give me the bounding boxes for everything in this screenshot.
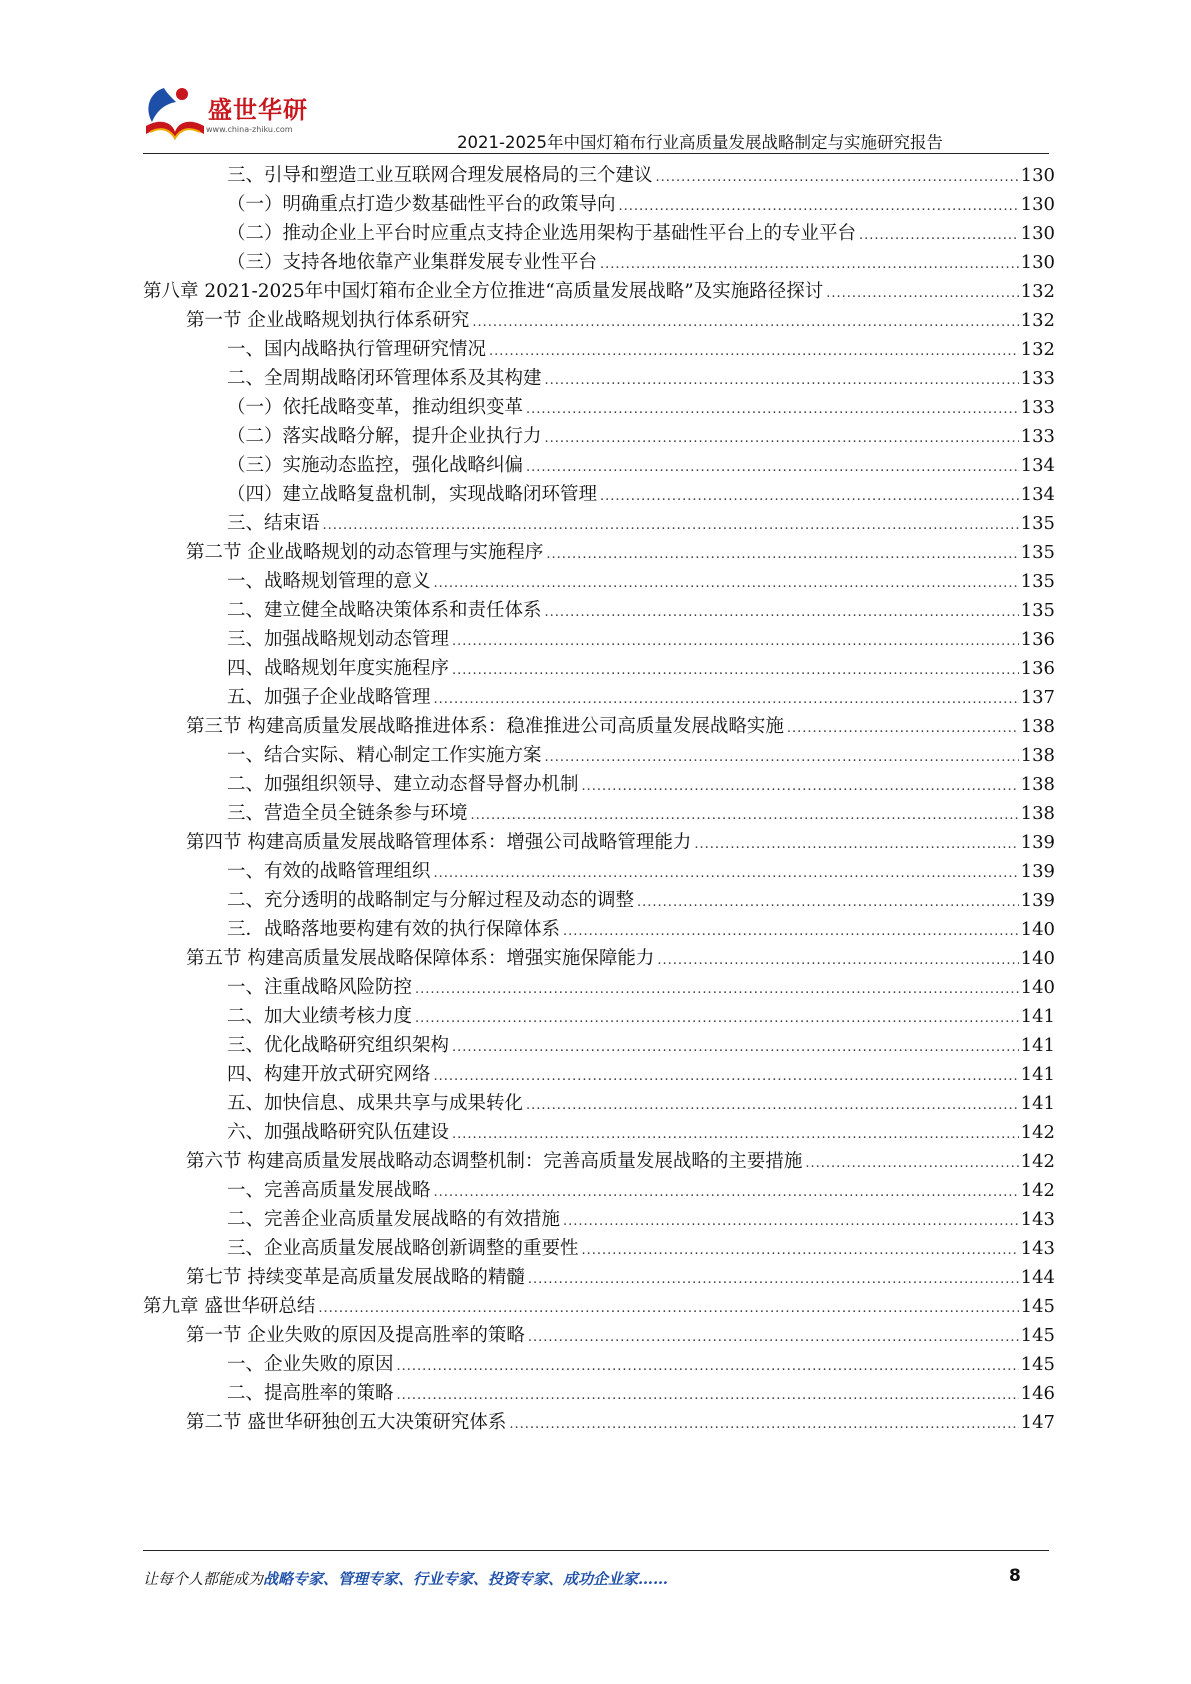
- toc-entry[interactable]: [227, 1030, 1055, 1061]
- toc-entry-label: （三）实施动态监控，强化战略纠偏: [227, 455, 524, 476]
- toc-entry[interactable]: [227, 508, 1055, 539]
- brand-url: www.china-zhiku.com: [206, 125, 293, 134]
- toc-entry[interactable]: [227, 914, 1055, 945]
- toc-entry-page: 144: [1020, 1267, 1055, 1288]
- toc-entry-label: 第五节 构建高质量发展战略保障体系：增强实施保障能力: [186, 948, 655, 969]
- toc-entry[interactable]: [227, 1233, 1055, 1264]
- header-divider: [143, 153, 1049, 154]
- toc-entry[interactable]: [227, 885, 1055, 916]
- toc-entry-label: 三、企业高质量发展战略创新调整的重要性: [227, 1238, 579, 1259]
- report-title: 2021-2025年中国灯箱布行业高质量发展战略制定与实施研究报告: [457, 133, 943, 152]
- toc-entry-label: （三）支持各地依靠产业集群发展专业性平台: [227, 252, 598, 273]
- book-swoosh-icon: [142, 82, 208, 146]
- toc-entry[interactable]: [227, 334, 1055, 365]
- toc-entry-label: 二、加强组织领导、建立动态督导督办机制: [227, 774, 579, 795]
- toc-entry-label: 六、加强战略研究队伍建设: [227, 1122, 450, 1143]
- toc-entry-label: 第一节 企业战略规划执行体系研究: [186, 310, 470, 331]
- toc-entry[interactable]: [186, 537, 1055, 568]
- toc-entry-label: 二、提高胜率的策略: [227, 1383, 394, 1404]
- toc-entry[interactable]: [186, 1262, 1055, 1293]
- toc-entry[interactable]: [227, 450, 1055, 481]
- toc-entry-label: 第二节 企业战略规划的动态管理与实施程序: [186, 542, 544, 563]
- toc-entry[interactable]: [227, 160, 1055, 191]
- footer-slogan: [143, 1568, 668, 1589]
- toc-entry-label: 一、结合实际、精心制定工作实施方案: [227, 745, 542, 766]
- slogan-prefix: 让每个人都能成为: [143, 1570, 264, 1588]
- toc-entry[interactable]: [227, 856, 1055, 887]
- toc-entry-page: 136: [1020, 658, 1055, 679]
- toc-entry-label: 第三节 构建高质量发展战略推进体系：稳准推进公司高质量发展战略实施: [186, 716, 784, 737]
- toc-entry-page: 147: [1020, 1412, 1055, 1433]
- toc-entry[interactable]: [186, 1320, 1055, 1351]
- toc-entry[interactable]: [227, 1378, 1055, 1409]
- toc-entry-page: 136: [1020, 629, 1055, 650]
- toc-entry-label: 二、充分透明的战略制定与分解过程及动态的调整: [227, 890, 635, 911]
- slogan-highlight: 战略专家、管理专家、行业专家、投资专家、成功企业家……: [263, 1570, 669, 1588]
- toc-entry-label: 第九章 盛世华研总结: [143, 1296, 316, 1317]
- toc-entry-page: 138: [1020, 716, 1055, 737]
- toc-entry-page: 135: [1020, 513, 1055, 534]
- toc-entry-label: 三．战略落地要构建有效的执行保障体系: [227, 919, 561, 940]
- toc-entry-label: 二、完善企业高质量发展战略的有效措施: [227, 1209, 561, 1230]
- toc-entry[interactable]: [227, 972, 1055, 1003]
- toc-entry[interactable]: [227, 1059, 1055, 1090]
- toc-entry-label: 一、完善高质量发展战略: [227, 1180, 431, 1201]
- toc-entry[interactable]: [227, 798, 1055, 829]
- toc-entry[interactable]: [227, 595, 1055, 626]
- toc-entry-page: 145: [1020, 1296, 1055, 1317]
- toc-entry-page: 141: [1020, 1035, 1055, 1056]
- toc-entry-label: 一、企业失败的原因: [227, 1354, 394, 1375]
- toc-entry-page: 143: [1020, 1209, 1055, 1230]
- toc-entry[interactable]: [186, 305, 1055, 336]
- toc-entry-label: 一、战略规划管理的意义: [227, 571, 431, 592]
- toc-entry-page: 142: [1020, 1122, 1055, 1143]
- toc-entry-label: 一、有效的战略管理组织: [227, 861, 431, 882]
- toc-entry-page: 134: [1020, 455, 1055, 476]
- toc-entry-page: 139: [1020, 890, 1055, 911]
- toc-entry-page: 134: [1020, 484, 1055, 505]
- toc-entry-label: 第八章 2021-2025年中国灯箱布企业全方位推进“高质量发展战略”及实施路径探讨: [143, 281, 824, 302]
- toc-entry-page: 140: [1020, 919, 1055, 940]
- toc-entry-page: 141: [1020, 1006, 1055, 1027]
- toc-entry-page: 142: [1020, 1180, 1055, 1201]
- toc-entry[interactable]: [227, 247, 1055, 278]
- toc-entry-page: 140: [1020, 977, 1055, 998]
- toc-entry-page: 140: [1020, 948, 1055, 969]
- toc-entry[interactable]: [227, 653, 1055, 684]
- toc-entry-page: 145: [1020, 1354, 1055, 1375]
- toc-entry-label: 四、构建开放式研究网络: [227, 1064, 431, 1085]
- toc-entry-page: 130: [1020, 194, 1055, 215]
- toc-entry-page: 133: [1020, 368, 1055, 389]
- toc-leader-dots: [509, 1409, 1018, 1440]
- toc-entry-label: 五、加强子企业战略管理: [227, 687, 431, 708]
- toc-entry-label: （一）明确重点打造少数基础性平台的政策导向: [227, 194, 616, 215]
- toc-entry-label: 二、建立健全战略决策体系和责任体系: [227, 600, 542, 621]
- toc-entry-label: （二）落实战略分解，提升企业执行力: [227, 426, 542, 447]
- toc-entry-page: 139: [1020, 832, 1055, 853]
- toc-entry-label: 三、引导和塑造工业互联网合理发展格局的三个建议: [227, 165, 653, 186]
- toc-entry[interactable]: [186, 827, 1055, 858]
- toc-entry-label: 三、优化战略研究组织架构: [227, 1035, 450, 1056]
- toc-entry-label: 一、国内战略执行管理研究情况: [227, 339, 487, 360]
- toc-entry[interactable]: [143, 1291, 1055, 1322]
- page-number: 8: [1009, 1566, 1021, 1586]
- toc-entry-page: 145: [1020, 1325, 1055, 1346]
- toc-entry-label: （二）推动企业上平台时应重点支持企业选用架构于基础性平台上的专业平台: [227, 223, 857, 244]
- toc-entry-label: 三、结束语: [227, 513, 320, 534]
- toc-entry-page: 132: [1020, 339, 1055, 360]
- toc-entry[interactable]: [143, 276, 1055, 307]
- toc-entry-page: 143: [1020, 1238, 1055, 1259]
- toc-entry-page: 139: [1020, 861, 1055, 882]
- toc-entry-page: 138: [1020, 774, 1055, 795]
- toc-entry-page: 133: [1020, 426, 1055, 447]
- toc-entry-page: 138: [1020, 745, 1055, 766]
- toc-entry-label: （四）建立战略复盘机制，实现战略闭环管理: [227, 484, 598, 505]
- toc-entry[interactable]: [227, 479, 1055, 510]
- toc-entry-page: 135: [1020, 571, 1055, 592]
- toc-entry[interactable]: [227, 392, 1055, 423]
- toc-entry[interactable]: [227, 1204, 1055, 1235]
- toc-entry[interactable]: [227, 1001, 1055, 1032]
- toc-entry[interactable]: [227, 421, 1055, 452]
- toc-entry[interactable]: [227, 363, 1055, 394]
- toc-entry-page: 141: [1020, 1064, 1055, 1085]
- toc-entry[interactable]: [186, 711, 1055, 742]
- toc-entry[interactable]: [227, 1117, 1055, 1148]
- toc-entry[interactable]: [186, 1146, 1055, 1177]
- toc-entry-page: 142: [1020, 1151, 1055, 1172]
- toc-entry[interactable]: [227, 1175, 1055, 1206]
- toc-entry[interactable]: [227, 1349, 1055, 1380]
- toc-entry-label: 五、加快信息、成果共享与成果转化: [227, 1093, 524, 1114]
- footer-divider: [143, 1550, 1049, 1551]
- toc-entry[interactable]: [227, 189, 1055, 220]
- toc-entry-page: 130: [1020, 223, 1055, 244]
- toc-entry-label: 四、战略规划年度实施程序: [227, 658, 450, 679]
- toc-entry[interactable]: [227, 218, 1055, 249]
- brand-name: 盛世华研: [208, 96, 308, 124]
- toc-entry-label: 二、加大业绩考核力度: [227, 1006, 413, 1027]
- toc-entry-page: 141: [1020, 1093, 1055, 1114]
- toc-entry-page: 130: [1020, 252, 1055, 273]
- toc-entry-page: 132: [1020, 281, 1055, 302]
- toc-entry[interactable]: [186, 1407, 1055, 1438]
- toc-entry-label: 第六节 构建高质量发展战略动态调整机制：完善高质量发展战略的主要措施: [186, 1151, 803, 1172]
- toc-entry-page: 146: [1020, 1383, 1055, 1404]
- toc-entry[interactable]: [227, 1088, 1055, 1119]
- toc-entry-label: 第二节 盛世华研独创五大决策研究体系: [186, 1412, 507, 1433]
- toc-entry-label: 三、加强战略规划动态管理: [227, 629, 450, 650]
- toc-entry-label: 二、全周期战略闭环管理体系及其构建: [227, 368, 542, 389]
- toc-entry-page: 130: [1020, 165, 1055, 186]
- toc-entry-page: 133: [1020, 397, 1055, 418]
- toc-entry-label: 第七节 持续变革是高质量发展战略的精髓: [186, 1267, 525, 1288]
- toc-entry-page: 135: [1020, 600, 1055, 621]
- toc-entry[interactable]: [227, 566, 1055, 597]
- toc-entry-label: 第一节 企业失败的原因及提高胜率的策略: [186, 1325, 525, 1346]
- brand-logo: [142, 82, 322, 152]
- toc-entry[interactable]: [227, 682, 1055, 713]
- toc-entry-page: 132: [1020, 310, 1055, 331]
- page-header: [0, 0, 1191, 150]
- toc-entry[interactable]: [186, 943, 1055, 974]
- toc-entry[interactable]: [227, 740, 1055, 771]
- toc-entry-page: 135: [1020, 542, 1055, 563]
- toc-entry-page: 137: [1020, 687, 1055, 708]
- toc-entry-label: 三、营造全员全链条参与环境: [227, 803, 468, 824]
- toc-entry[interactable]: [227, 624, 1055, 655]
- toc-entry[interactable]: [227, 769, 1055, 800]
- toc-entry-label: 一、注重战略风险防控: [227, 977, 413, 998]
- toc-entry-label: （一）依托战略变革，推动组织变革: [227, 397, 524, 418]
- toc-entry-page: 138: [1020, 803, 1055, 824]
- toc-entry-label: 第四节 构建高质量发展战略管理体系：增强公司战略管理能力: [186, 832, 692, 853]
